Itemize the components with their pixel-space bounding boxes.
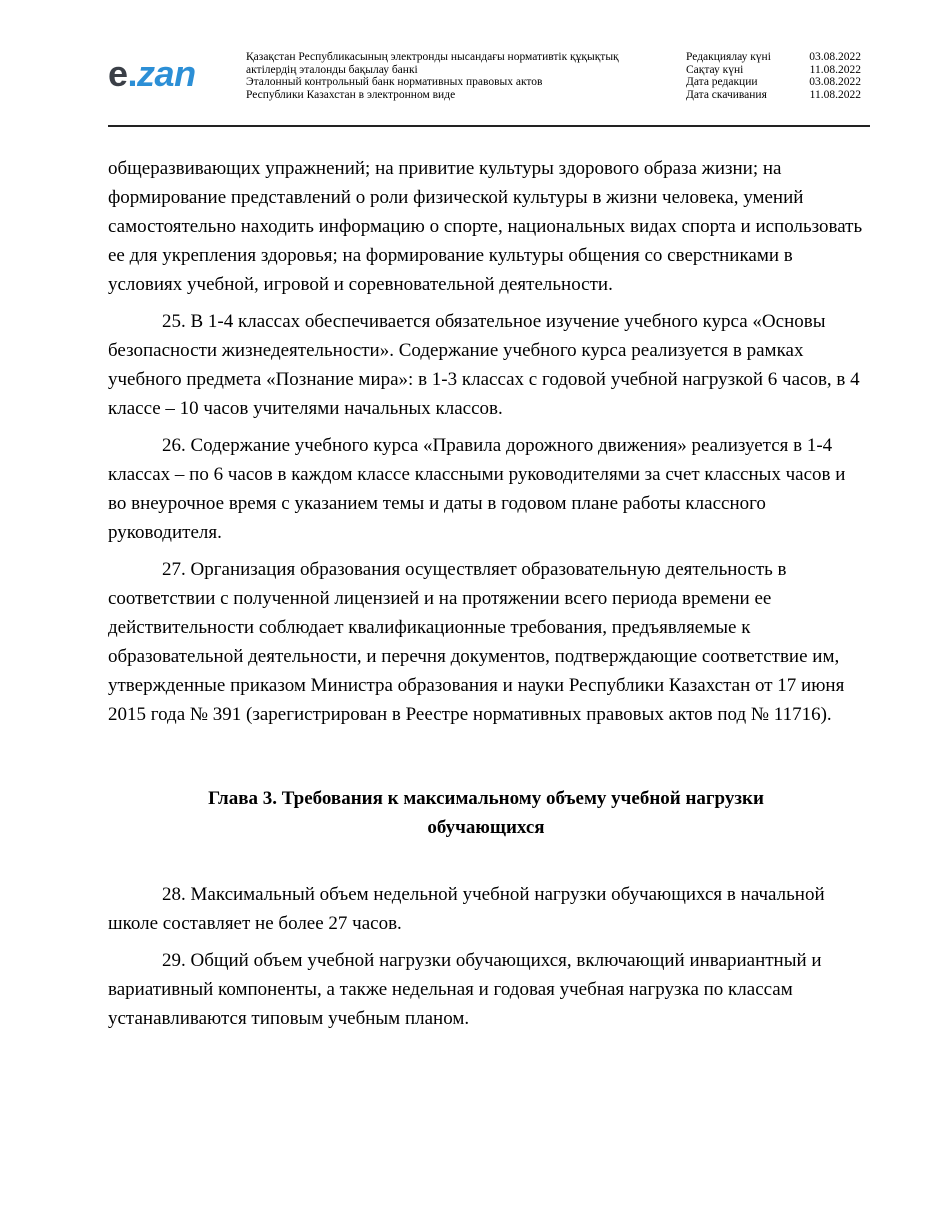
meta-value: 03.08.2022	[809, 51, 861, 63]
meta-label: Дата скачивания	[686, 88, 767, 101]
meta-row-download-date-ru	[686, 89, 861, 102]
document-dates	[686, 51, 861, 101]
meta-value: 11.08.2022	[809, 88, 861, 101]
meta-row-save-date-kz	[686, 64, 861, 77]
logo-e: e	[108, 53, 128, 94]
bank-title-line: Республики Казахстан в электронном виде	[246, 88, 456, 101]
meta-label: Редакциялау күні	[686, 51, 771, 63]
bank-title-line: актілердің эталонды бақылау банкі	[246, 63, 418, 76]
page-header	[108, 48, 870, 126]
paragraph-continued: общеразвивающих упражнений; на привитие культуры здорового образа жизни; на формирование представлений о роли физической культуры в жизни человека, умений самостоятельно находить информацию о спорте, национальных видах спорта и использовать ее для укрепления здоровья; на формирование культуры общения со сверстниками в условиях учебной, игровой и соревновательной деятельности.	[108, 158, 863, 295]
paragraph-26: 26. Содержание учебного курса «Правила дорожного движения» реализуется в 1-4 классах – по 6 часов в каждом классе классными руководителями за счет классных часов и во внеурочное время с указанием темы и даты в годовом плане работы классного руководителя.	[108, 435, 846, 543]
meta-value: 11.08.2022	[809, 63, 861, 76]
meta-label: Сақтау күні	[686, 63, 744, 76]
meta-label: Дата редакции	[686, 76, 758, 88]
bank-title-line: Қазақстан Республикасының электронды нысандағы нормативтік құқықтық	[246, 51, 619, 63]
logo-zan: zan	[137, 53, 196, 94]
document-body	[108, 154, 864, 1041]
logo-dot: .	[127, 53, 138, 94]
meta-row-edit-date-kz	[686, 51, 861, 64]
header-divider	[108, 125, 870, 127]
paragraph-28: 28. Максимальный объем недельной учебной нагрузки обучающихся в начальной школе составляет не более 27 часов.	[108, 884, 825, 934]
paragraph-29: 29. Общий объем учебной нагрузки обучающихся, включающий инвариантный и вариативный компоненты, а также недельная и годовая учебная нагрузка по классам устанавливаются типовым учебным планом.	[108, 950, 822, 1029]
paragraph-27: 27. Организация образования осуществляет образовательную деятельность в соответствии с полученной лицензией и на протяжении всего периода времени ее действительности соблюдает квалификационные требования, предъявляемые к образовательной деятельности, и перечня документов, подтверждающие соответствие им, утвержденные приказом Министра образования и науки Республики Казахстан от 17 июня 2015 года № 391 (зарегистрирован в Реестре нормативных правовых актов под № 11716).	[108, 559, 845, 725]
bank-title-line: Эталонный контрольный банк нормативных правовых актов	[246, 76, 543, 88]
paragraph-25: 25. В 1-4 классах обеспечивается обязательное изучение учебного курса «Основы безопасности жизнедеятельности». Содержание учебного курса реализуется в рамках учебного предмета «Познание мира»: в 1-3 классах с годовой учебной нагрузкой 6 часов, в 4 классе – 10 часов учителями начальных классов.	[108, 311, 860, 419]
chapter-3-heading: Глава 3. Требования к максимальному объему учебной нагрузки обучающихся	[208, 788, 764, 838]
bank-title	[246, 51, 666, 101]
ezan-logo	[108, 53, 196, 94]
meta-value: 03.08.2022	[809, 76, 861, 88]
meta-row-edit-date-ru	[686, 76, 861, 89]
